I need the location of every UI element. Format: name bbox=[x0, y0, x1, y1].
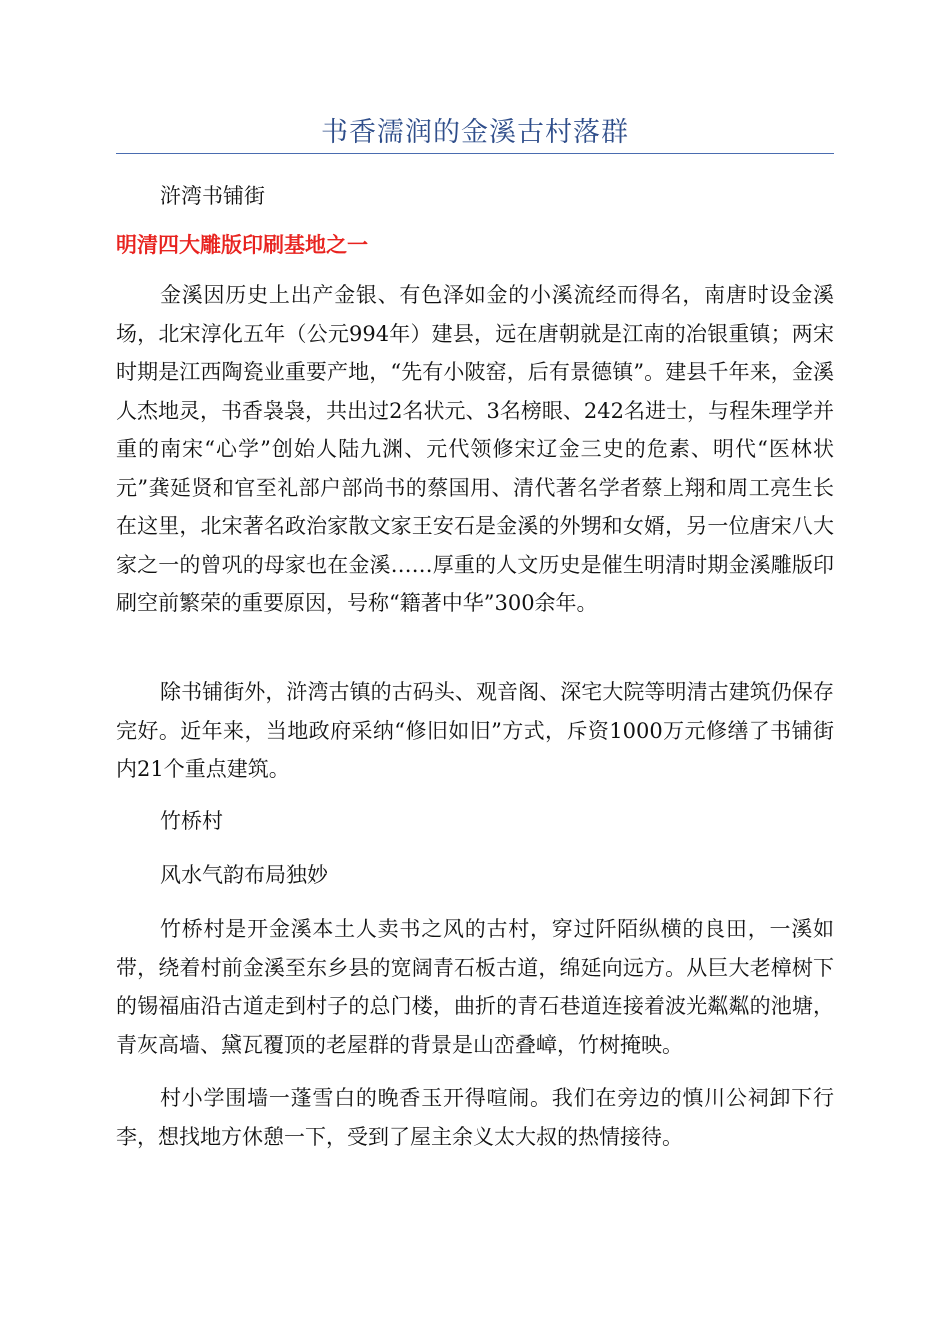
paragraph-zhuqiao-description: 竹桥村是开金溪本土人卖书之风的古村，穿过阡陌纵横的良田，一溪如带，绕着村前金溪至东乡县的宽阔青石板古道，绵延向远方。从巨大老樟树下的锡福庙沿古道走到村子的总门楼，曲折的青石巷道连接着波光粼粼的池塘，青灰高墙、黛瓦覆顶的老屋群的背景是山峦叠嶂，竹树掩映。 bbox=[116, 917, 834, 1057]
red-subheading: 明清四大雕版印刷基地之一 bbox=[116, 233, 368, 257]
title-underline bbox=[116, 153, 834, 154]
paragraph-huwan-buildings: 除书铺街外，浒湾古镇的古码头、观音阁、深宅大院等明清古建筑仍保存完好。近年来，当地政府采纳“修旧如旧”方式，斥资1000万元修缮了书铺街内21个重点建筑。 bbox=[116, 680, 834, 781]
section-heading-shuapu-street: 浒湾书铺街 bbox=[160, 184, 265, 208]
paragraph-jinxi-history: 金溪因历史上出产金银、有色泽如金的小溪流经而得名，南唐时设金溪场，北宋淳化五年（公元994年）建县，远在唐朝就是江南的冶银重镇；两宋时期是江西陶瓷业重要产地，“先有小陂窑，后有景德镇”。建县千年来，金溪人杰地灵，书香袅袅，共出过2名状元、3名榜眼、242名进士，与程朱理学并重的南宋“心学”创始人陆九渊、元代领修宋辽金三史的危素、明代“医林状元”龚延贤和官至礼部户部尚书的蔡国用、清代著名学者蔡上翔和周工亮生长在这里，北宋著名政治家散文家王安石是金溪的外甥和女婿，另一位唐宋八大家之一的曾巩的母家也在金溪……厚重的人文历史是催生明清时期金溪雕版印刷空前繁荣的重要原因，号称“籍著中华”300余年。 bbox=[116, 283, 834, 615]
section-subheading-fengshui: 风水气韵布局独妙 bbox=[160, 863, 328, 887]
document-title: 书香濡润的金溪古村落群 bbox=[321, 117, 629, 148]
section-heading-zhuqiao-village: 竹桥村 bbox=[160, 809, 223, 833]
paragraph-village-school: 村小学围墙一蓬雪白的晚香玉开得喧闹。我们在旁边的慎川公祠卸下行李，想找地方休憩一下，受到了屋主余义太大叔的热情接待。 bbox=[116, 1086, 834, 1149]
